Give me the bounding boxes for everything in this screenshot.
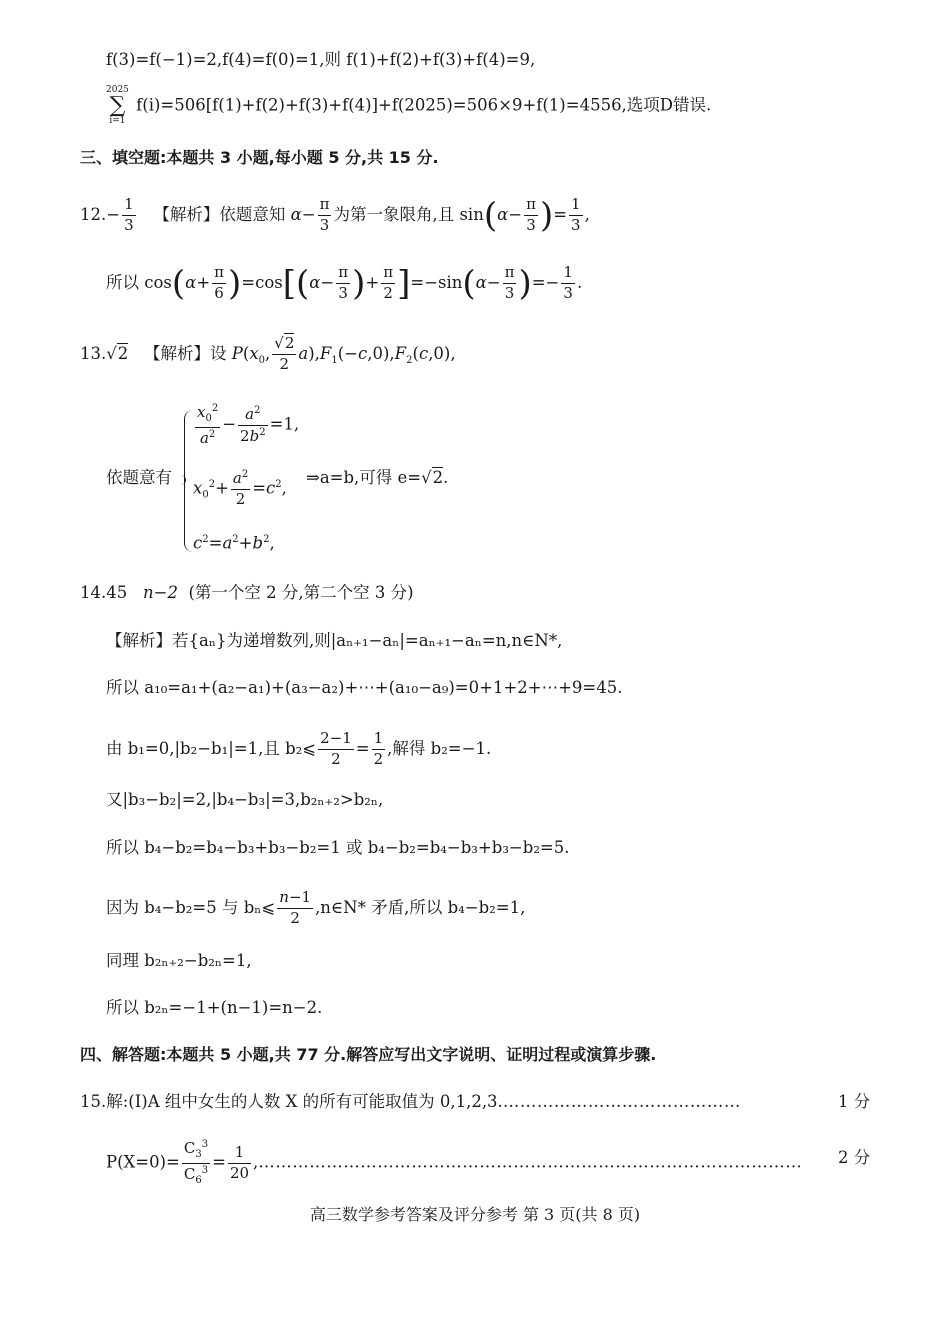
page-footer: 高三数学参考答案及评分参考 第 3 页(共 8 页) <box>309 1205 641 1224</box>
score-label: 2 分 <box>838 1148 871 1167</box>
q12-line1: 12.− $\frac{1}{3}$ 【解析】依题意知 α− $\frac{\pi}{3}$ 为第一象限角,且 sin(α− $\frac{\pi}{3}$ )= $\frac{1}{3}$ , <box>80 195 590 236</box>
q13-conclusion: ⇒a=b,可得 e=√2. <box>306 468 449 487</box>
sum-expression: f(i)=506[f(1)+f(2)+f(3)+f(4)]+f(2025)=506×9+f(1)=4556,选项D错误. <box>136 95 712 115</box>
sum-line <box>106 86 711 126</box>
q14-l4: 又|b₃−b₂|=2,|b₄−b₃|=3,b₂ₙ₊₂>b₂ₙ, <box>106 790 384 809</box>
q14-l7: 同理 b₂ₙ₊₂−b₂ₙ=1, <box>106 951 252 970</box>
q14-l3: 由 b₁=0,|b₂−b₁|=1,且 b₂⩽ $\frac{2-1}{2}$ = $\frac{1}{2}$ ,解得 b₂=−1. <box>106 729 492 768</box>
score-label: 1 分 <box>838 1092 871 1111</box>
q13-eq3: $c^2=a^2+b^2$, <box>193 533 275 553</box>
q14-l1: 【解析】若{aₙ}为递增数列,则|aₙ₊₁−aₙ|=aₙ₊₁−aₙ=n,n∈N*, <box>106 631 563 650</box>
q13-basis: 依题意有 <box>106 468 172 487</box>
q13-line1: 13.√2 【解析】设 $P(x_0$, $\frac{√2}{2}$ $a),F_1(-c,0),F_2(c,0)$, <box>80 334 456 373</box>
q15-l2: P(X=0)= $\frac{C_3^3}{C_6^3}$ = $\frac{1}{20}$ ,…………………………………………………………………………………… <box>106 1139 803 1186</box>
q14-answer-line: 14.45 n−2 (第一个空 2 分,第二个空 3 分) <box>80 583 414 602</box>
text-line: f(3)=f(−1)=2,f(4)=f(0)=1,则 f(1)+f(2)+f(3)+f(4)=9, <box>106 50 536 69</box>
q14-l8: 所以 b₂ₙ=−1+(n−1)=n−2. <box>106 998 323 1017</box>
section-heading: 三、填空题:本题共 3 小题,每小题 5 分,共 15 分. <box>80 148 439 167</box>
q14-l5: 所以 b₄−b₂=b₄−b₃+b₃−b₂=1 或 b₄−b₂=b₄−b₃+b₃−b₂=5. <box>106 838 570 857</box>
q13-eq1: $\frac{x_0^2}{a^2}$ − $\frac{a^2}{2b^2}$ =1, <box>197 403 300 447</box>
summation-symbol: 2025 ∑ i=1 <box>106 85 129 126</box>
section-heading: 四、解答题:本题共 5 小题,共 77 分.解答应写出文字说明、证明过程或演算步骤. <box>80 1045 657 1064</box>
q14-l6: 因为 b₄−b₂=5 与 bₙ⩽ $\frac{n-1}{2}$ ,n∈N* 矛盾,所以 b₄−b₂=1, <box>106 888 526 927</box>
q14-l2: 所以 a₁₀=a₁+(a₂−a₁)+(a₃−a₂)+⋯+(a₁₀−a₉)=0+1+2+⋯+9=45. <box>106 678 623 697</box>
q15-l1: 15.解:(Ⅰ)A 组中女生的人数 X 的所有可能取值为 0,1,2,3.…………………………………… <box>80 1092 741 1111</box>
q12-line2: 所以 cos(α+ $\frac{\pi}{6}$ )=cos[(α− $\frac{\pi}{3}$ )+ $\frac{\pi}{2}$ ]=−sin(α− $\frac{\pi}{3}$ )=− $\frac{1}{3}$ . <box>106 263 583 304</box>
fraction: $\frac{1}{3}$ <box>124 195 134 234</box>
q13-eq2: $x_0^2+$ $\frac{a^2}{2}$ $=c^2$, <box>193 469 287 508</box>
